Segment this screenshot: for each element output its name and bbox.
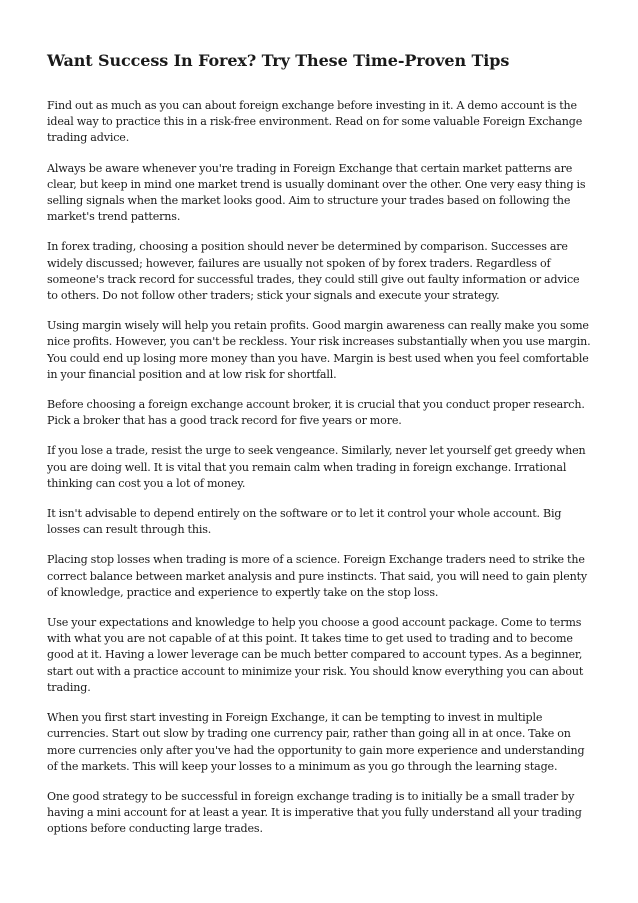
paragraph-3: In forex trading, choosing a position should never be determined by comparison. Successes are widely discussed; however, failures are usually not spoken of by forex traders. Regardless of someone's track record for successful trades, they could still give out faulty information or advice to others. Do not follow other traders; stick your signals and execute your strategy. <box>47 240 580 303</box>
paragraph-8: Placing stop losses when trading is more of a science. Foreign Exchange traders need to strike the correct balance between market analysis and pure instincts. That said, you will need to gain plenty of knowledge, practice and experience to expertly take on the stop loss. <box>47 553 588 599</box>
document-title: Want Success In Forex? Try These Time-Proven Tips <box>47 51 510 70</box>
paragraph-6: If you lose a trade, resist the urge to seek vengeance. Similarly, never let yourself get greedy when you are doing well. It is vital that you remain calm when trading in foreign exchange. Irrational thinking can cost you a lot of money. <box>47 444 586 490</box>
paragraph-1: Find out as much as you can about foreign exchange before investing in it. A demo account is the ideal way to practice this in a risk-free environment. Read on for some valuable Foreign Exchange trading advice. <box>47 99 583 145</box>
paragraph-11: One good strategy to be successful in foreign exchange trading is to initially be a small trader by having a mini account for at least a year. It is imperative that you fully understand all your trading options before conducting large trades. <box>47 789 582 836</box>
paragraph-2: Always be aware whenever you're trading in Foreign Exchange that certain market patterns are clear, but keep in mind one market trend is usually dominant over the other. One very easy thing is selling signals when the market looks good. Aim to structure your trades based on following the market's trend patterns. <box>47 161 586 224</box>
paragraph-9: Use your expectations and knowledge to help you choose a good account package. Come to terms with what you are not capable of at this point. It takes time to get used to trading and to become good at it. Having a lower leverage can be much better compared to account types. As a beginner, start out with a practice account to minimize your risk. You should know everything you can about trading. <box>47 616 584 694</box>
paragraph-10: When you first start investing in Foreign Exchange, it can be tempting to invest in multiple currencies. Start out slow by trading one currency pair, rather than going all in at once. Take on more currencies only after you've had the opportunity to gain more experience and understanding of the markets. This will keep your losses to a minimum as you go through the learning stage. <box>47 711 585 773</box>
paragraph-4: Using margin wisely will help you retain profits. Good margin awareness can really make you some nice profits. However, you can't be reckless. Your risk increases substantially when you use margin. You could end up losing more money than you have. Margin is best used when you feel comfortable in your financial position and at low risk for shortfall. <box>47 319 591 381</box>
paragraph-5: Before choosing a foreign exchange account broker, it is crucial that you conduct proper research. Pick a broker that has a good track record for five years or more. <box>47 398 585 428</box>
document-page <box>47 50 593 852</box>
paragraph-7: It isn't advisable to depend entirely on the software or to let it control your whole account. Big losses can result through this. <box>47 507 562 537</box>
